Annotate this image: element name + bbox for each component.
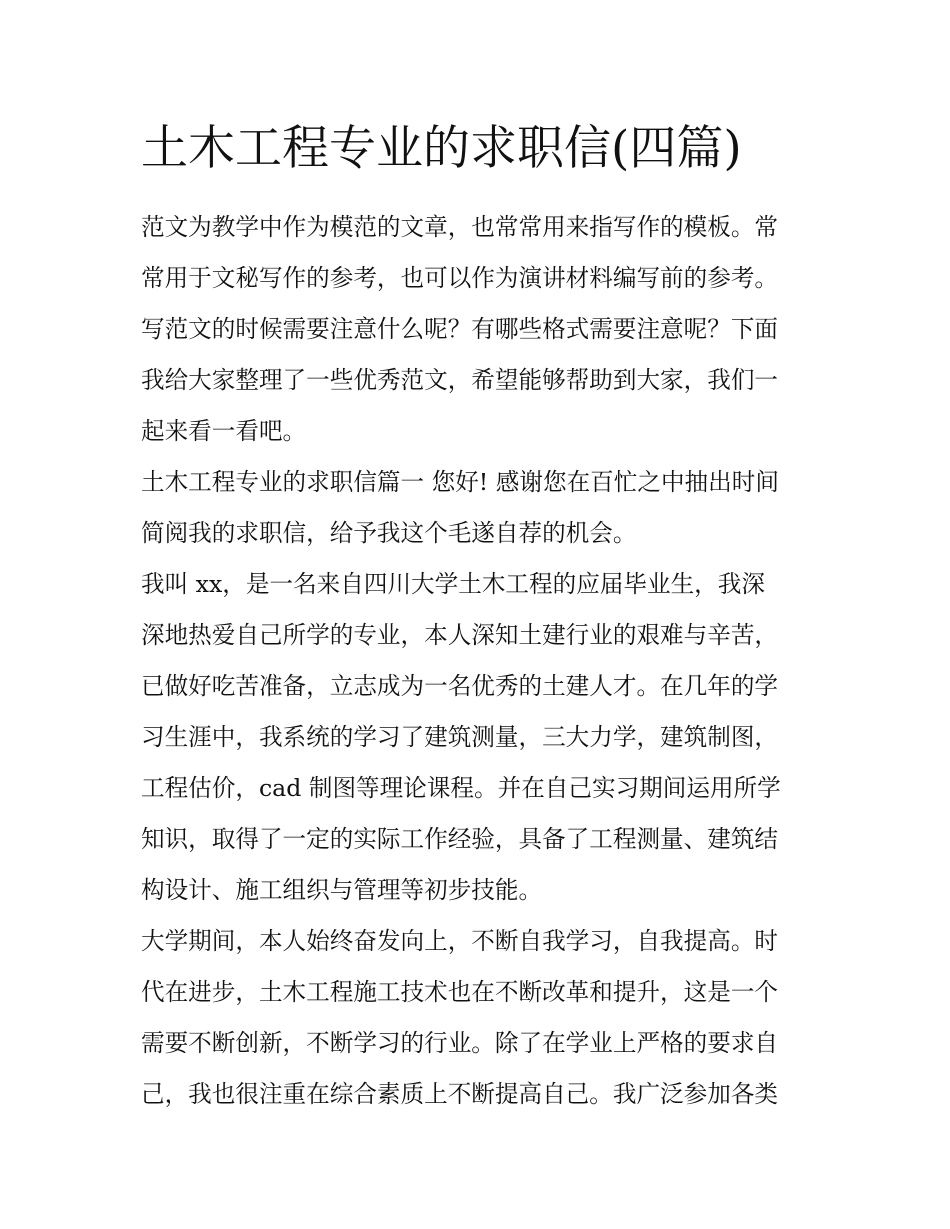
text-line: 构设计、施工组织与管理等初步技能。 (141, 876, 543, 904)
document-text (141, 202, 813, 1120)
text-line: 土木工程专业的求职信篇一 您好! 感谢您在百忙之中抽出时间 (141, 468, 779, 496)
text-line: 知识，取得了一定的实际工作经验，具备了工程测量、建筑结 (141, 825, 779, 853)
text-line: 习生涯中，我系统的学习了建筑测量，三大力学，建筑制图， (141, 723, 779, 751)
text-line: 大学期间，本人始终奋发向上，不断自我学习，自我提高。时 (141, 927, 779, 955)
text-line: 我叫 xx，是一名来自四川大学土木工程的应届毕业生，我深 (141, 570, 765, 598)
text-line: 简阅我的求职信，给予我这个毛遂自荐的机会。 (141, 519, 637, 547)
text-line: 我给大家整理了一些优秀范文，希望能够帮助到大家，我们一 (141, 366, 779, 394)
text-line: 写范文的时候需要注意什么呢？有哪些格式需要注意呢？下面 (141, 315, 779, 343)
text-line: 已做好吃苦准备，立志成为一名优秀的土建人才。在几年的学 (141, 672, 779, 700)
text-line: 己，我也很注重在综合素质上不断提高自己。我广泛参加各类 (141, 1080, 779, 1108)
text-line: 范文为教学中作为模范的文章，也常常用来指写作的模板。常 (141, 213, 779, 241)
text-line: 深地热爱自己所学的专业，本人深知土建行业的艰难与辛苦， (141, 621, 779, 649)
text-line: 起来看一看吧。 (141, 417, 307, 445)
document-body (141, 118, 813, 1120)
text-line: 需要不断创新，不断学习的行业。除了在学业上严格的要求自 (141, 1029, 779, 1057)
text-line: 代在进步，土木工程施工技术也在不断改革和提升，这是一个 (141, 978, 779, 1006)
text-line: 常用于文秘写作的参考，也可以作为演讲材料编写前的参考。 (141, 264, 779, 292)
document-title: 土木工程专业的求职信(四篇) (141, 121, 742, 176)
text-line: 工程估价，cad 制图等理论课程。并在自己实习期间运用所学 (141, 774, 781, 802)
